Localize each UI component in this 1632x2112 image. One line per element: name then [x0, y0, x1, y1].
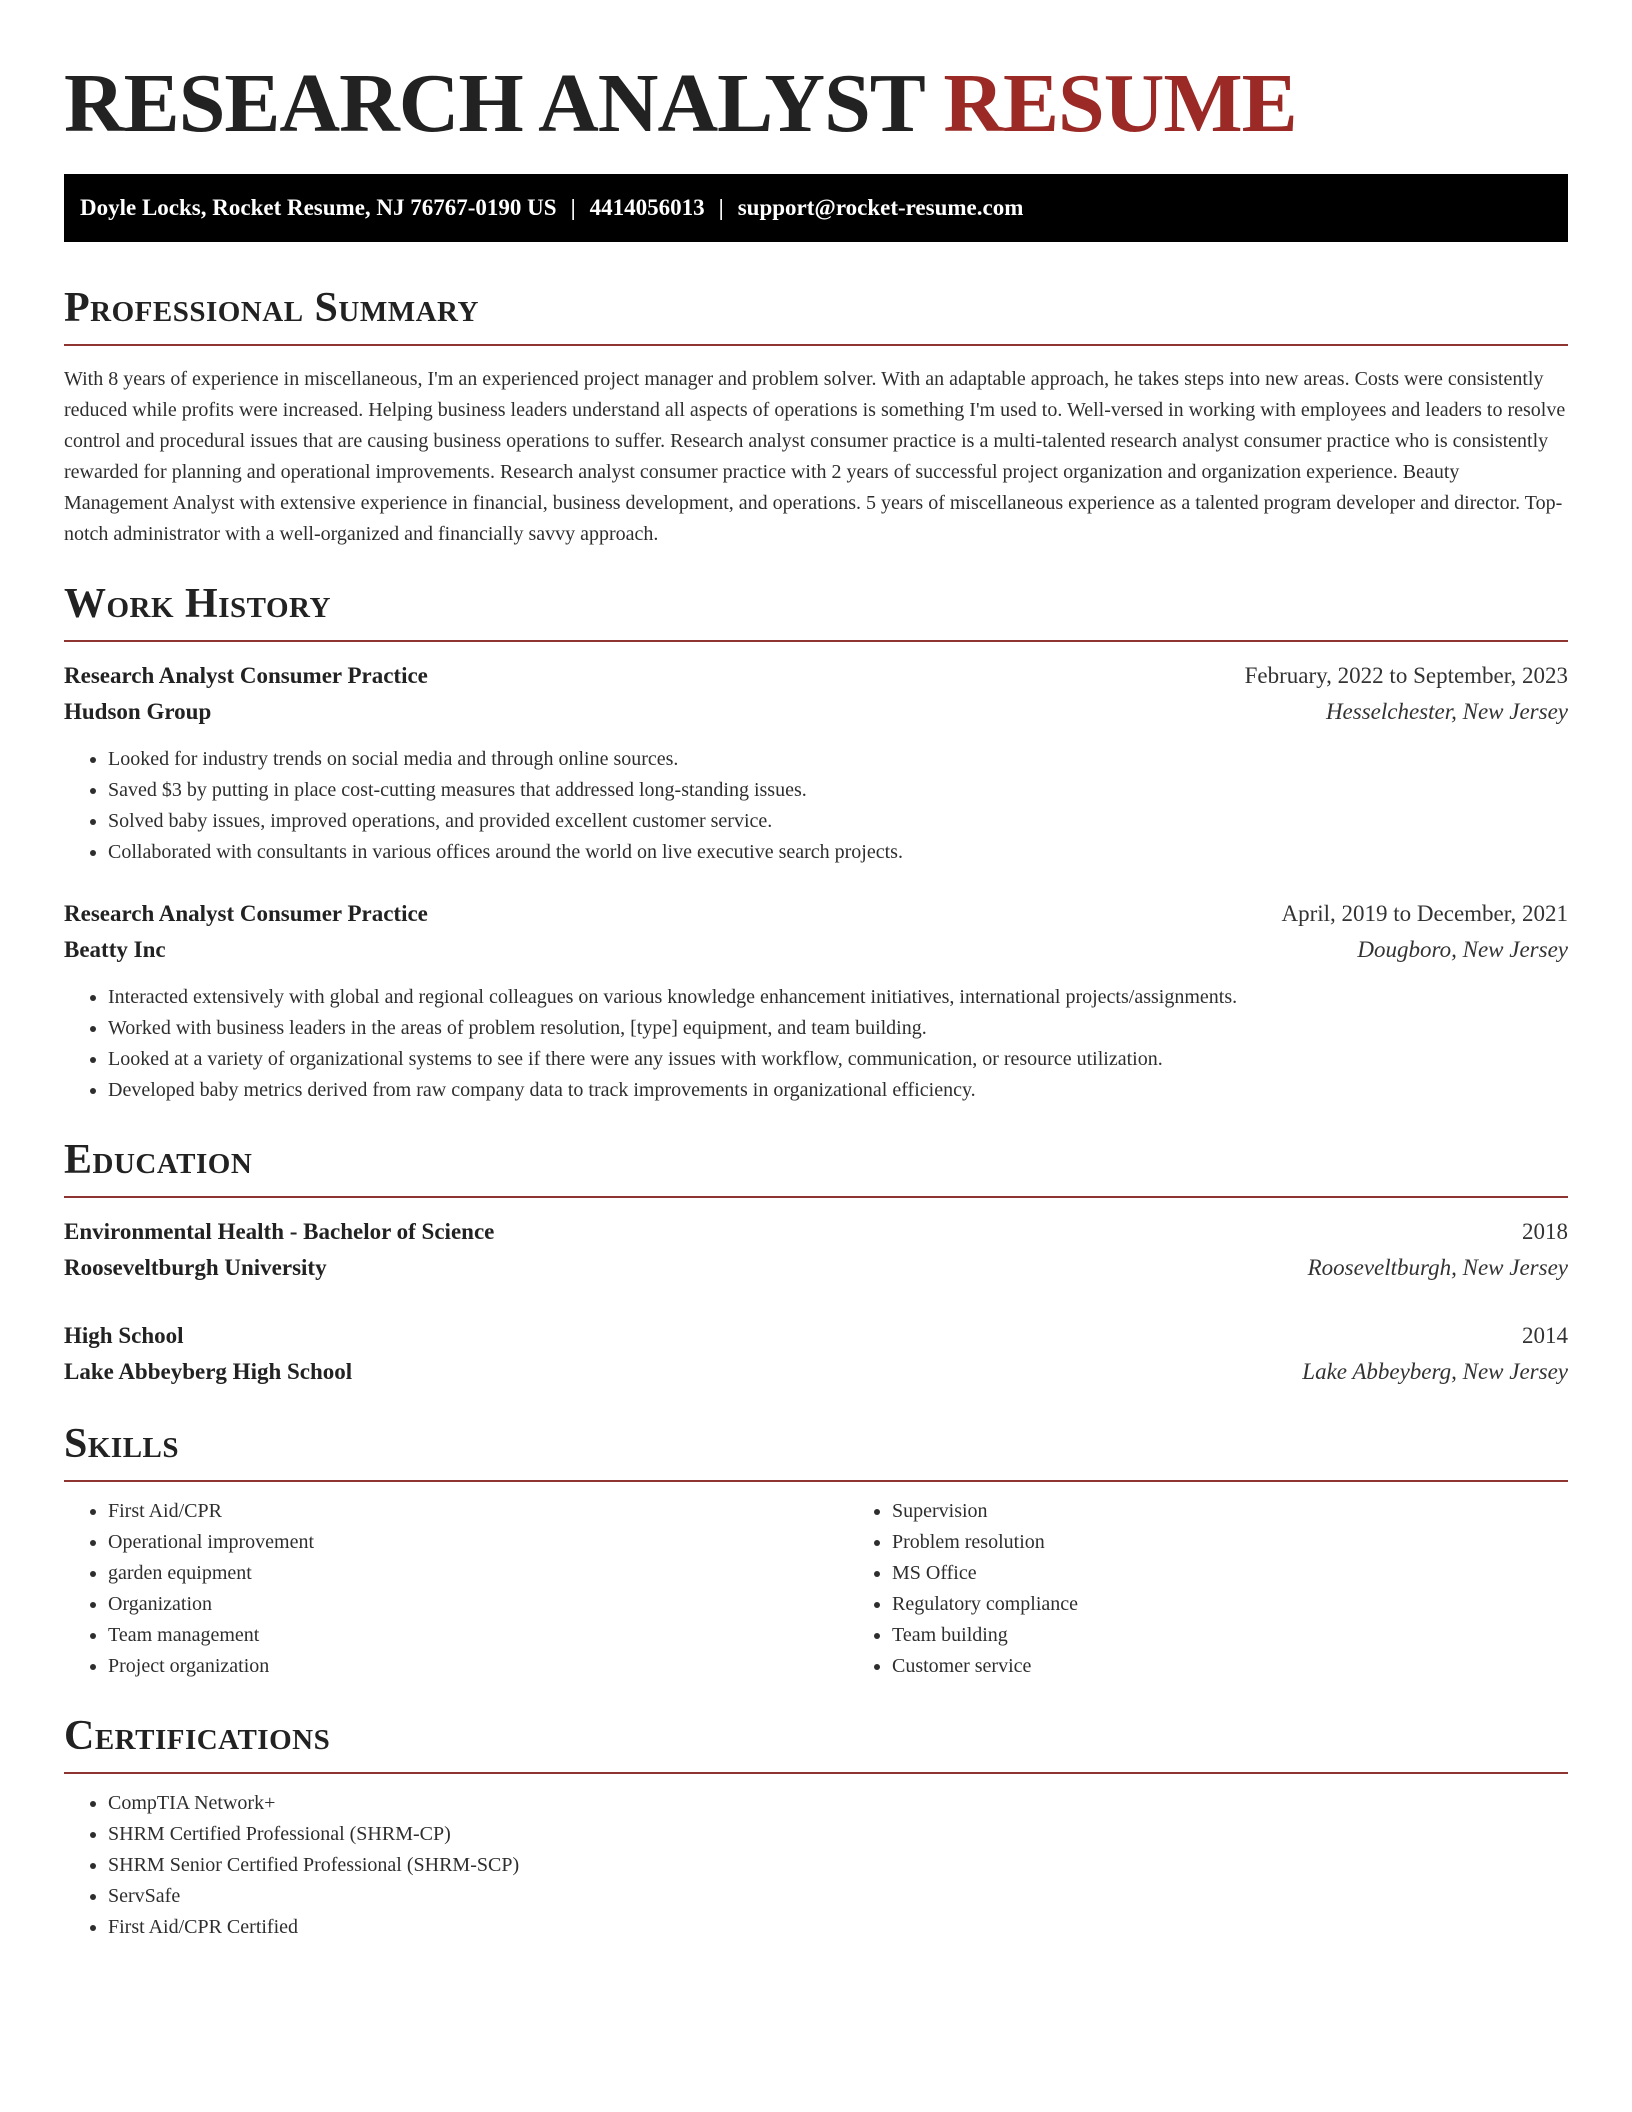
skills-section — [64, 1418, 1568, 1682]
title-accent: RESUME — [943, 57, 1297, 150]
contact-email[interactable]: support@rocket-resume.com — [737, 195, 1024, 220]
summary-section — [64, 282, 1568, 550]
job-company: Beatty Inc — [64, 937, 166, 962]
skill-item: • Regulatory compliance — [892, 1589, 1632, 1620]
education-row — [64, 1318, 1568, 1354]
education-section — [64, 1134, 1568, 1390]
job-row — [64, 932, 1568, 968]
skill-item: • MS Office — [892, 1558, 1632, 1589]
job-bullets — [64, 744, 1568, 868]
list-item: • Looked for industry trends on social media and through online sources. — [108, 744, 1568, 775]
skill-item: • Organization — [108, 1589, 848, 1620]
section-divider — [64, 344, 1568, 346]
job-location: Dougboro, New Jersey — [1357, 937, 1568, 962]
job-location: Hesselchester, New Jersey — [1325, 699, 1568, 724]
education-school: Rooseveltburgh University — [64, 1255, 327, 1280]
contact-bar — [64, 174, 1568, 242]
certification-item: • ServSafe — [108, 1881, 1568, 1912]
section-heading: Certifications — [64, 1713, 331, 1759]
education-location: Lake Abbeyberg, New Jersey — [1302, 1359, 1568, 1384]
education-year: 2014 — [1522, 1323, 1568, 1348]
work-history-section — [64, 578, 1568, 1106]
education-entry — [64, 1318, 1568, 1390]
education-degree: Environmental Health - Bachelor of Science — [64, 1219, 495, 1244]
list-item: • Developed baby metrics derived from raw company data to track improvements in organizational efficiency. — [108, 1075, 1568, 1106]
job-company: Hudson Group — [64, 699, 212, 724]
skill-item: • garden equipment — [108, 1558, 848, 1589]
certification-item: • First Aid/CPR Certified — [108, 1912, 1568, 1943]
section-heading: Education — [64, 1137, 253, 1183]
education-row — [64, 1354, 1568, 1390]
section-divider — [64, 1772, 1568, 1774]
section-divider — [64, 1196, 1568, 1198]
skills-list-left — [64, 1496, 848, 1682]
skill-item: • Problem resolution — [892, 1527, 1632, 1558]
section-divider — [64, 640, 1568, 642]
list-item: • Worked with business leaders in the areas of problem resolution, [type] equipment, and team building. — [108, 1013, 1568, 1044]
skills-list-right — [848, 1496, 1632, 1682]
contact-separator: | — [718, 195, 724, 220]
list-item: • Solved baby issues, improved operations, and provided excellent customer service. — [108, 806, 1568, 837]
contact-phone: 4414056013 — [589, 195, 705, 220]
section-heading: Work History — [64, 581, 331, 627]
contact-address: Doyle Locks, Rocket Resume, NJ 76767-0190 US — [80, 195, 557, 220]
education-school: Lake Abbeyberg High School — [64, 1359, 353, 1384]
job-bullets — [64, 982, 1568, 1106]
certifications-section — [64, 1710, 1568, 1943]
certification-item: • SHRM Certified Professional (SHRM-CP) — [108, 1819, 1568, 1850]
section-divider — [64, 1480, 1568, 1482]
skill-item: • First Aid/CPR — [108, 1496, 848, 1527]
education-year: 2018 — [1522, 1219, 1568, 1244]
skill-item: • Team building — [892, 1620, 1632, 1651]
certifications-list — [64, 1788, 1568, 1943]
education-entry — [64, 1214, 1568, 1286]
job-row — [64, 694, 1568, 730]
title-main: RESEARCH ANALYST — [64, 57, 924, 150]
skill-item: • Customer service — [892, 1651, 1632, 1682]
job-title: Research Analyst Consumer Practice — [64, 901, 428, 926]
job-entry — [64, 896, 1568, 1106]
resume-title — [64, 56, 1568, 152]
education-location: Rooseveltburgh, New Jersey — [1307, 1255, 1568, 1280]
list-item: • Saved $3 by putting in place cost-cutting measures that addressed long-standing issues. — [108, 775, 1568, 806]
skill-item: • Operational improvement — [108, 1527, 848, 1558]
section-heading: Professional Summary — [64, 285, 479, 331]
education-row — [64, 1214, 1568, 1250]
list-item: • Collaborated with consultants in various offices around the world on live executive search projects. — [108, 837, 1568, 868]
job-row — [64, 896, 1568, 932]
skill-item: • Team management — [108, 1620, 848, 1651]
certification-item: • SHRM Senior Certified Professional (SHRM-SCP) — [108, 1850, 1568, 1881]
job-dates: April, 2019 to December, 2021 — [1281, 901, 1568, 926]
summary-text: With 8 years of experience in miscellaneous, I'm an experienced project manager and problem solver. With an adaptable approach, he takes steps into new areas. Costs were consistently reduced while profits were increased. Helping business leaders understand all aspects of operations is something I'm used to. Well-versed in working with employees and leaders to resolve control and procedural issues that are causing business operations to suffer. Research analyst consumer practice is a multi-talented research analyst consumer practice who is consistently rewarded for planning and operational improvements. Research analyst consumer practice with 2 years of successful project organization and organization experience. Beauty Management Analyst with extensive experience in financial, business development, and operations. 5 years of miscellaneous experience as a talented program developer and director. Top-notch administrator with a well-organized and financially savvy approach. — [64, 368, 1566, 545]
list-item: • Interacted extensively with global and regional colleagues on various knowledge enhancement initiatives, international projects/assignments. — [108, 982, 1568, 1013]
job-row — [64, 658, 1568, 694]
skill-item: • Supervision — [892, 1496, 1632, 1527]
job-dates: February, 2022 to September, 2023 — [1244, 663, 1568, 688]
education-row — [64, 1250, 1568, 1286]
job-entry — [64, 658, 1568, 868]
skill-item: • Project organization — [108, 1651, 848, 1682]
contact-separator: | — [570, 195, 576, 220]
education-degree: High School — [64, 1323, 184, 1348]
skills-grid — [64, 1496, 1568, 1682]
job-title: Research Analyst Consumer Practice — [64, 663, 428, 688]
certification-item: • CompTIA Network+ — [108, 1788, 1568, 1819]
list-item: • Looked at a variety of organizational systems to see if there were any issues with workflow, communication, or resource utilization. — [108, 1044, 1568, 1075]
section-heading: Skills — [64, 1421, 180, 1467]
